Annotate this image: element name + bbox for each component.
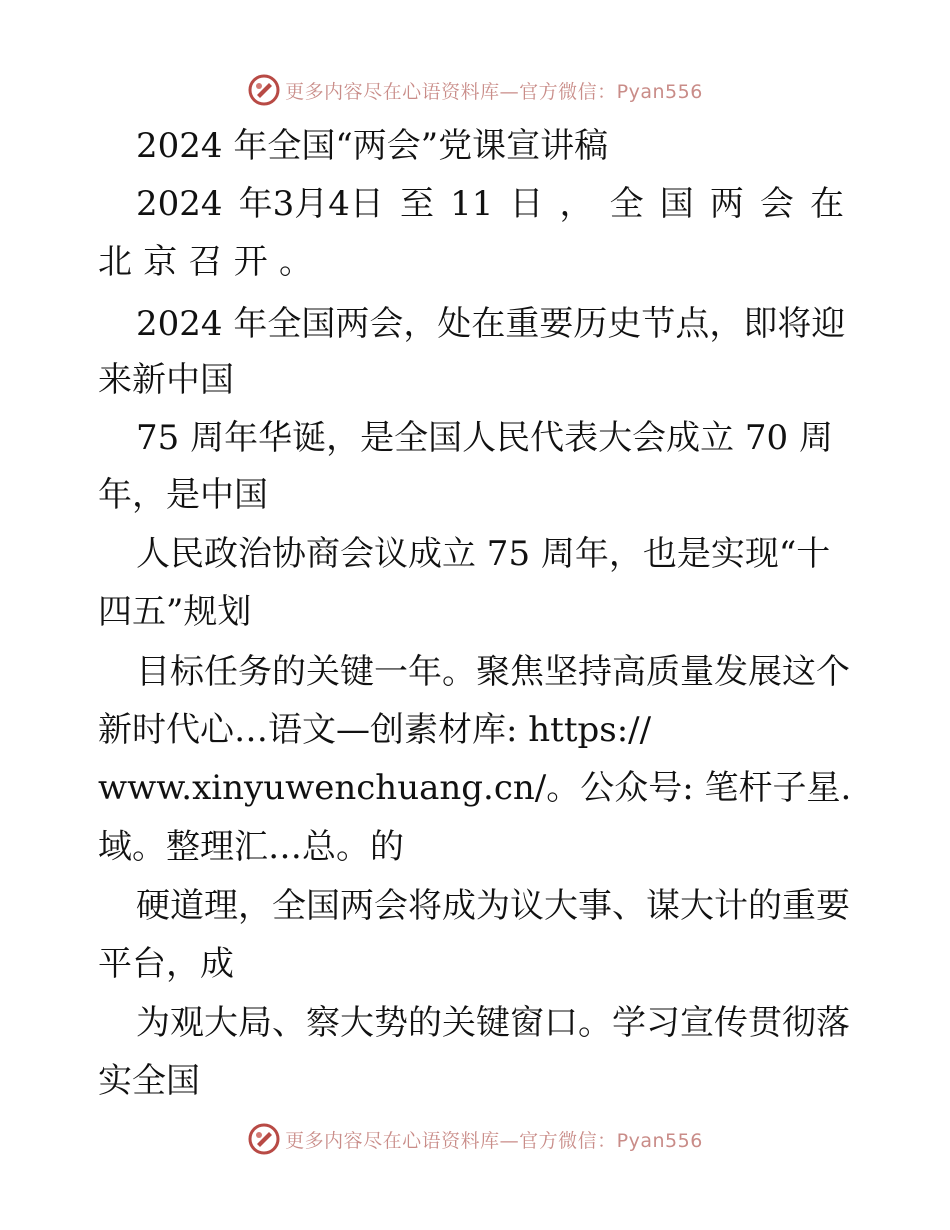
text-line-2	[136, 184, 844, 224]
header-banner	[0, 70, 950, 110]
text-line-15: 平台，成	[98, 944, 234, 984]
header-banner-text: 更多内容尽在心语资料库—官方微信：Pyan556	[285, 80, 703, 103]
text-line-10: 目标任务的关键一年。聚焦坚持高质量发展这个	[136, 652, 850, 692]
brand-logo-icon	[247, 73, 281, 107]
header-wechat-id: Pyan556	[616, 80, 703, 103]
line2-part: 在	[810, 184, 844, 224]
text-line-3	[98, 242, 313, 282]
text-line-13: 域。整理汇…总。的	[98, 827, 404, 867]
text-line-11: 新时代心…语文—创素材库: https://	[98, 710, 652, 750]
document-title: 2024 年全国“两会”党课宣讲稿	[136, 126, 609, 166]
line2-part: 国	[659, 184, 694, 224]
text-line-16: 为观大局、察大势的关键窗口。学习宣传贯彻落	[136, 1003, 850, 1043]
text-line-5: 来新中国	[98, 360, 234, 400]
text-line-9: 四五”规划	[98, 592, 252, 632]
line2-part: 年3月4日	[238, 184, 384, 224]
brand-logo-icon	[247, 1122, 281, 1156]
line2-part: 至	[399, 184, 434, 224]
line3-part: 召	[188, 242, 223, 282]
line2-part: 日	[509, 184, 544, 224]
text-line-6: 75 周年华诞，是全国人民代表大会成立 70 周	[136, 418, 833, 458]
line2-part: 全	[609, 184, 644, 224]
line2-part: 会	[759, 184, 794, 224]
line2-part: 两	[709, 184, 744, 224]
text-line-7: 年，是中国	[98, 475, 268, 515]
line3-part: 。	[279, 242, 313, 282]
line3-part: 开	[233, 242, 268, 282]
text-line-17: 实全国	[98, 1061, 200, 1101]
line3-part: 京	[143, 242, 178, 282]
footer-banner-text: 更多内容尽在心语资料库—官方微信：Pyan556	[285, 1129, 703, 1152]
line2-part: ，	[559, 184, 594, 224]
footer-banner	[0, 1119, 950, 1159]
line3-part: 北	[98, 242, 132, 282]
text-line-4: 2024 年全国两会，处在重要历史节点，即将迎	[136, 304, 846, 344]
line2-part: 11	[450, 184, 494, 224]
text-line-8: 人民政治协商会议成立 75 周年，也是实现“十	[136, 534, 831, 574]
line2-part: 2024	[136, 184, 223, 224]
text-line-12: www.xinyuwenchuang.cn/。公众号: 笔杆子星.	[98, 768, 852, 808]
text-line-14: 硬道理，全国两会将成为议大事、谋大计的重要	[136, 886, 850, 926]
footer-wechat-id: Pyan556	[616, 1129, 703, 1152]
